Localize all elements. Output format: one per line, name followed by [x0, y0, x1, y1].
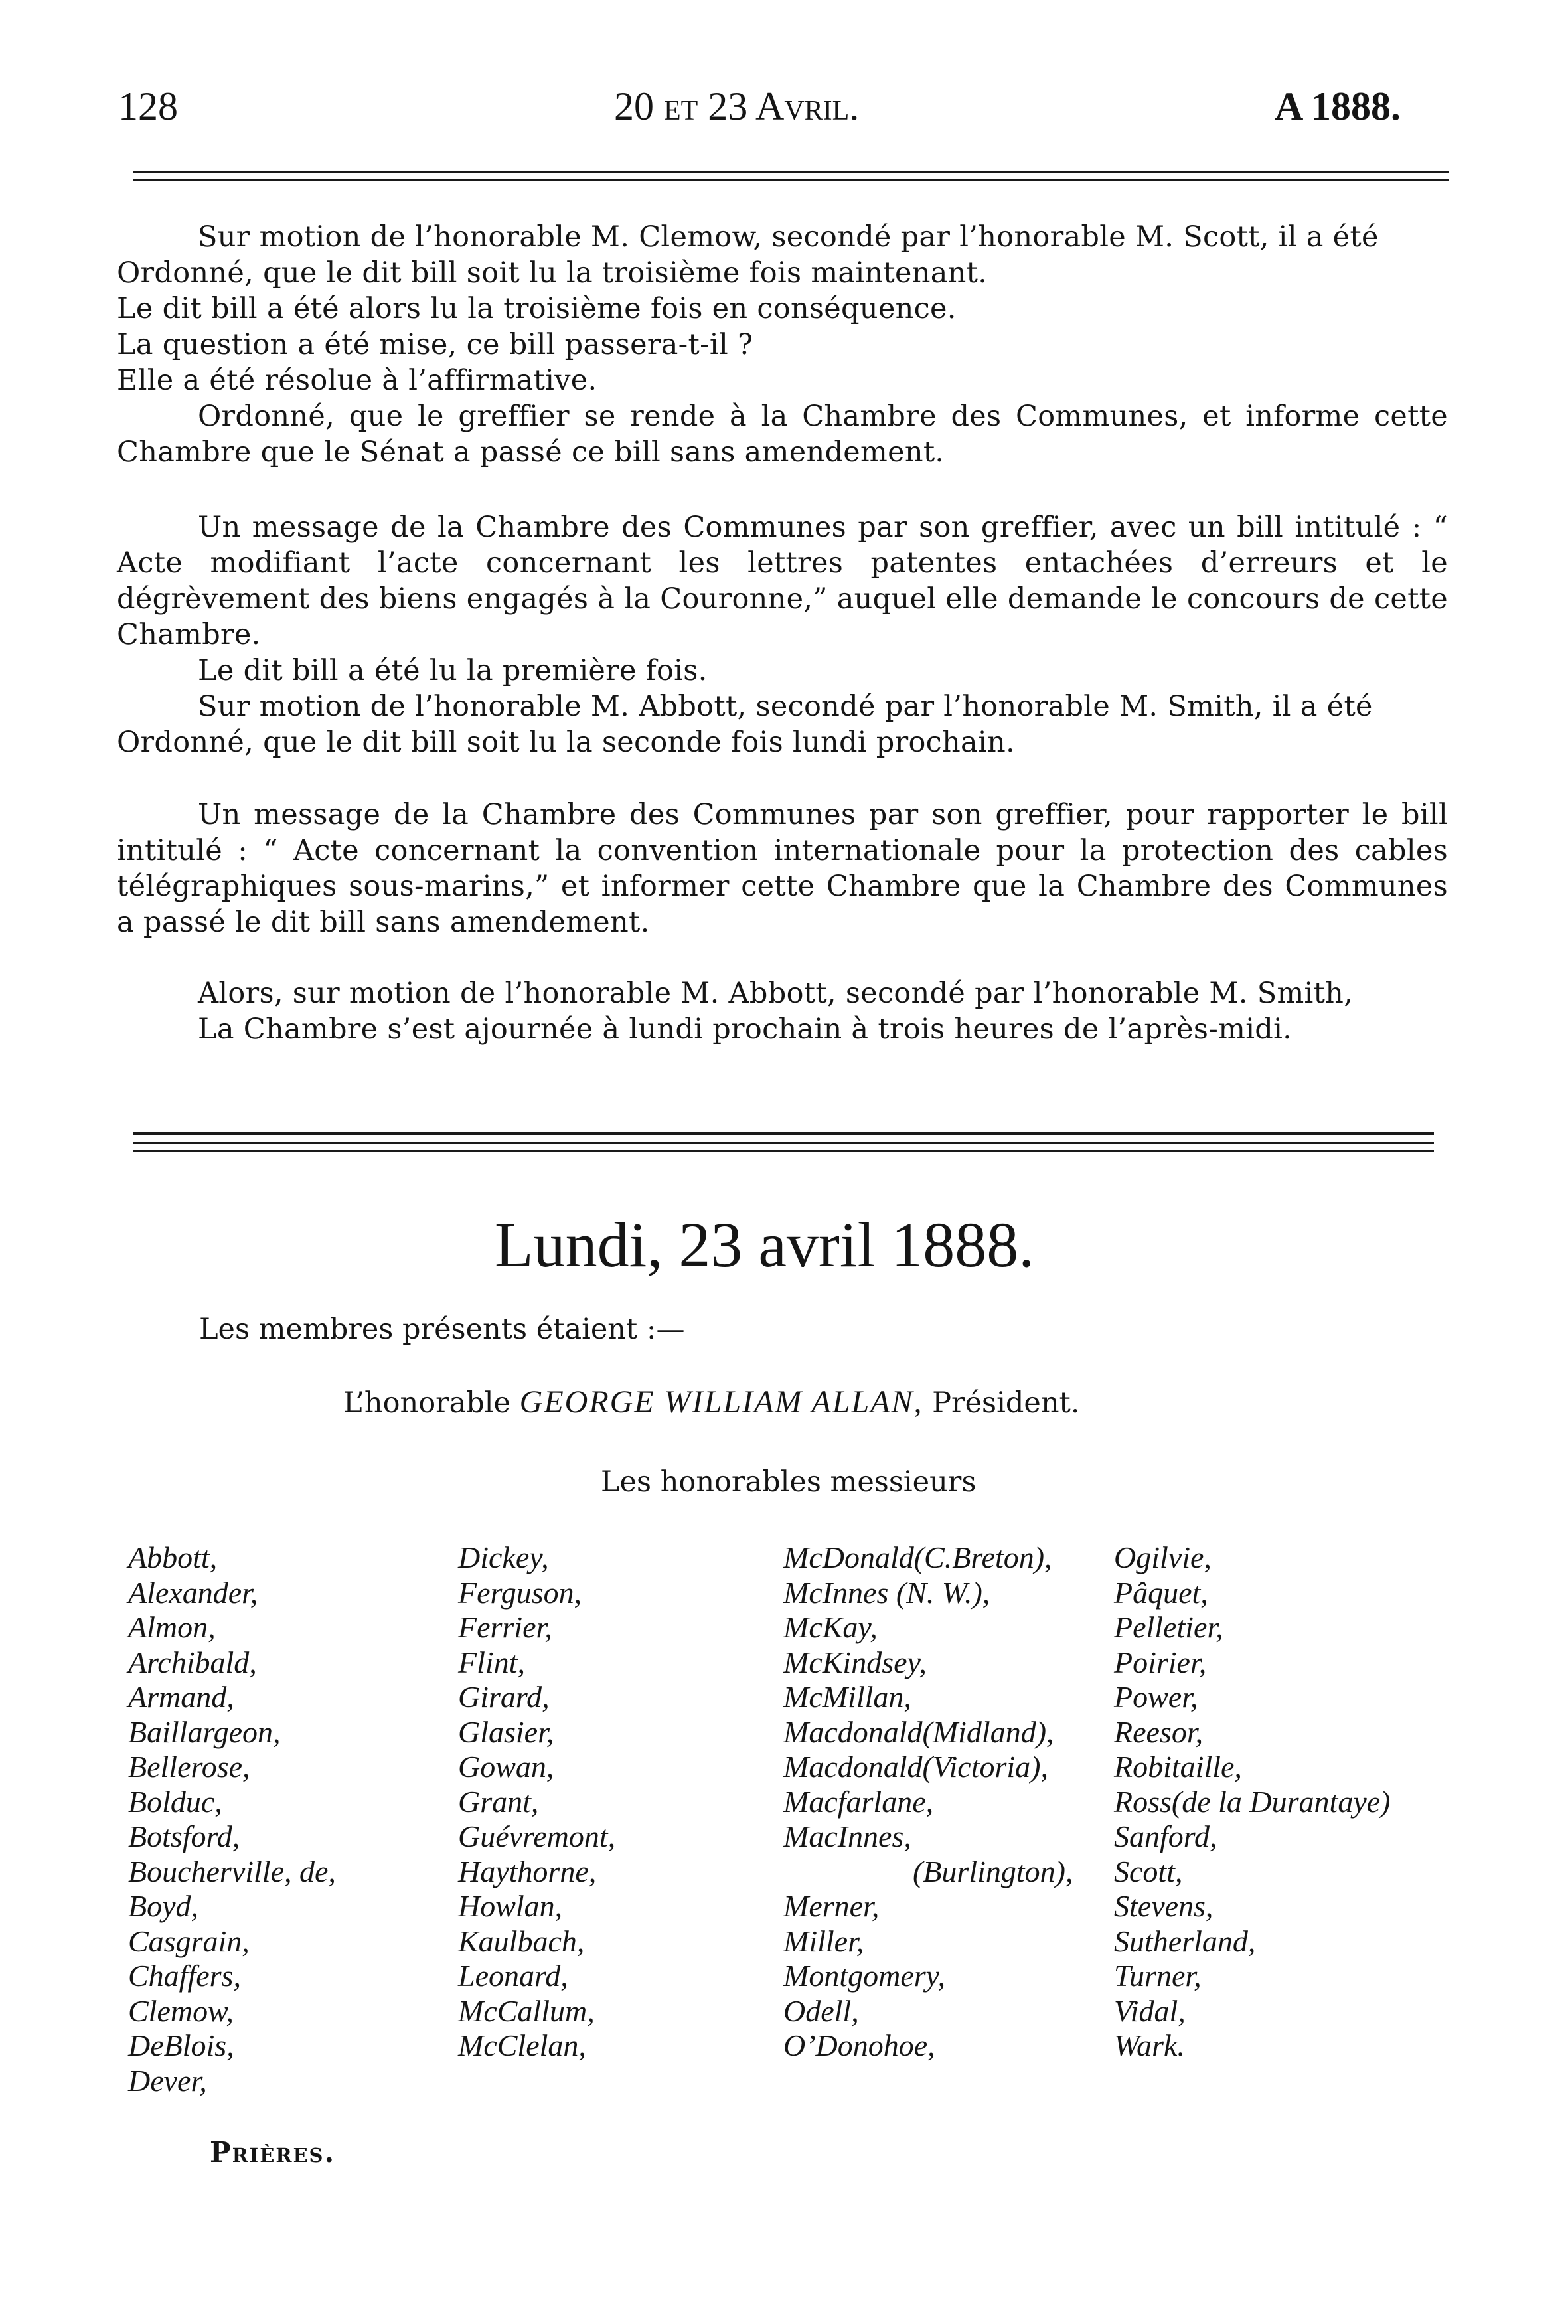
member-name: Almon, [128, 1610, 216, 1644]
member-name: Odell, [783, 1993, 859, 2028]
message-bill-section [117, 509, 1448, 760]
member-name: Baillargeon, [128, 1714, 281, 1749]
member-name: Guévremont, [458, 1819, 616, 1853]
member-name: Grant, [458, 1784, 539, 1819]
member-name: Ferrier, [458, 1610, 552, 1644]
member-name: Kaulbach, [458, 1924, 585, 1958]
member-name: Montgomery, [783, 1959, 946, 1993]
member-name: Ross(de la Durantaye) [1114, 1784, 1391, 1819]
member-name: Clemow, [128, 1993, 234, 2028]
member-name: Gowan, [458, 1750, 554, 1784]
president-name: GEORGE WILLIAM ALLAN, [519, 1384, 923, 1420]
member-name: (Burlington), [913, 1854, 1073, 1888]
member-name: Pâquet, [1114, 1575, 1208, 1610]
member-name: MacInnes, [783, 1819, 911, 1853]
members-column-3 [783, 1540, 1073, 2064]
question-line: La question a été mise, ce bill passera-t-il ? [117, 328, 753, 361]
adjournment-line: La Chambre s’est ajournée à lundi prochain à trois heures de l’après-midi. [198, 1013, 1293, 1046]
member-name: Robitaille, [1114, 1750, 1242, 1784]
honorables-heading: Les honorables messieurs [601, 1465, 977, 1499]
member-name: Abbott, [128, 1540, 218, 1574]
member-name: Stevens, [1114, 1889, 1214, 1923]
member-name: DeBlois, [128, 2029, 234, 2062]
president-suffix: Président. [923, 1386, 1080, 1420]
member-name: Sanford, [1114, 1819, 1217, 1853]
member-name: Reesor, [1114, 1714, 1204, 1749]
sitting-date-heading: Lundi, 23 avril 1888. [495, 1209, 1035, 1280]
member-name: Turner, [1114, 1959, 1202, 1993]
member-name: Girard, [458, 1680, 550, 1714]
first-reading-line: Le dit bill a été lu la première fois. [198, 654, 708, 687]
motion-line: Sur motion de l’honorable M. Abbott, secondé par l’honorable M. Smith, il a été [198, 690, 1373, 723]
member-name: Armand, [128, 1680, 234, 1714]
member-name: Haythorne, [458, 1854, 597, 1888]
member-name: McClelan, [458, 2029, 586, 2062]
members-column-4 [1114, 1540, 1390, 2064]
section-rule [133, 1142, 1434, 1144]
member-name: McInnes (N. W.), [783, 1575, 990, 1610]
members-column-1 [128, 1540, 336, 2098]
adjournment-motion: Alors, sur motion de l’honorable M. Abbott, secondé par l’honorable M. Smith, [198, 977, 1354, 1010]
member-name: Archibald, [128, 1645, 257, 1679]
member-name: Alexander, [128, 1575, 258, 1610]
member-name: Scott, [1114, 1854, 1183, 1888]
header-dates: 20 et 23 Avril. [614, 84, 860, 128]
member-name: Sutherland, [1114, 1924, 1256, 1958]
member-name: Casgrain, [128, 1924, 250, 1958]
page-number: 128 [118, 84, 178, 128]
member-name: Flint, [458, 1645, 525, 1679]
president-line [343, 1384, 1080, 1421]
member-name: Vidal, [1114, 1993, 1186, 2028]
adjournment-section [117, 975, 1448, 1047]
member-name: Ogilvie, [1114, 1540, 1212, 1574]
member-name: Boyd, [128, 1889, 199, 1923]
header-rule-thin [133, 179, 1449, 181]
member-name: McKay, [783, 1610, 878, 1644]
member-name: Macdonald(Victoria), [783, 1750, 1048, 1784]
resolution-line: Elle a été résolue à l’affirmative. [117, 364, 597, 397]
member-name: McCallum, [458, 1993, 595, 2028]
member-name: Bellerose, [128, 1750, 250, 1784]
members-intro: Les membres présents étaient :— [199, 1313, 685, 1346]
member-name: Power, [1114, 1680, 1198, 1714]
message-paragraph: Un message de la Chambre des Communes par son greffier, pour rapporter le bill intitulé : “ Acte concernant la convention internationale pour la protection des cables télégraphiques sous-marins,” et informer cette Chambre que la Chambre des Communes a passé le dit bill sans amendement. [117, 798, 1448, 939]
member-name: Merner, [783, 1889, 880, 1923]
member-name: Glasier, [458, 1714, 554, 1749]
member-name: Chaffers, [128, 1959, 241, 1993]
member-name: McMillan, [783, 1680, 911, 1714]
reading-line: Le dit bill a été alors lu la troisième fois en conséquence. [117, 292, 957, 325]
member-name: Poirier, [1114, 1645, 1207, 1679]
member-name: Macdonald(Midland), [783, 1714, 1054, 1749]
president-prefix: L’honorable [343, 1386, 520, 1420]
member-name: Dever, [128, 2063, 207, 2098]
header-rule [133, 171, 1449, 173]
member-name: Macfarlane, [783, 1784, 934, 1819]
header-year: A 1888. [1275, 84, 1401, 128]
member-name: Ferguson, [458, 1575, 582, 1610]
member-name: Pelletier, [1114, 1610, 1223, 1644]
member-name: Botsford, [128, 1819, 240, 1853]
member-name: Howlan, [458, 1889, 563, 1923]
member-name: Wark. [1114, 2029, 1185, 2062]
member-name: McDonald(C.Breton), [783, 1540, 1052, 1574]
members-column-2 [458, 1540, 615, 2064]
member-name: Leonard, [458, 1959, 568, 1993]
message-paragraph: Un message de la Chambre des Communes par son greffier, avec un bill intitulé : “ Acte modifiant l’acte concernant les lettres patentes entachées d’erreurs et le dégrèvement des biens engagés à la Couronne,” auquel elle demande le concours de cette Chambre. [117, 511, 1448, 651]
section-rule-thick [133, 1132, 1434, 1135]
member-name: Dickey, [458, 1540, 549, 1574]
order-line: Ordonné, que le dit bill soit lu la troisième fois maintenant. [117, 256, 988, 290]
section-rule-thin [133, 1150, 1434, 1152]
member-name: Boucherville, de, [128, 1854, 336, 1888]
member-name: O’Donohoe, [783, 2029, 935, 2062]
member-name: Bolduc, [128, 1784, 222, 1819]
prayers-heading: Prières. [210, 2136, 336, 2169]
message-report-section [117, 797, 1448, 940]
member-name: Miller, [783, 1924, 864, 1958]
order-clerk-paragraph: Ordonné, que le greffier se rende à la Chambre des Communes, et informe cette Chambre que le Sénat a passé ce bill sans amendement. [117, 400, 1448, 469]
member-name: McKindsey, [783, 1645, 927, 1679]
order-line: Ordonné, que le dit bill soit lu la seconde fois lundi prochain. [117, 726, 1015, 759]
motion-line: Sur motion de l’honorable M. Clemow, secondé par l’honorable M. Scott, il a été [198, 220, 1379, 254]
third-reading-section [117, 219, 1448, 470]
